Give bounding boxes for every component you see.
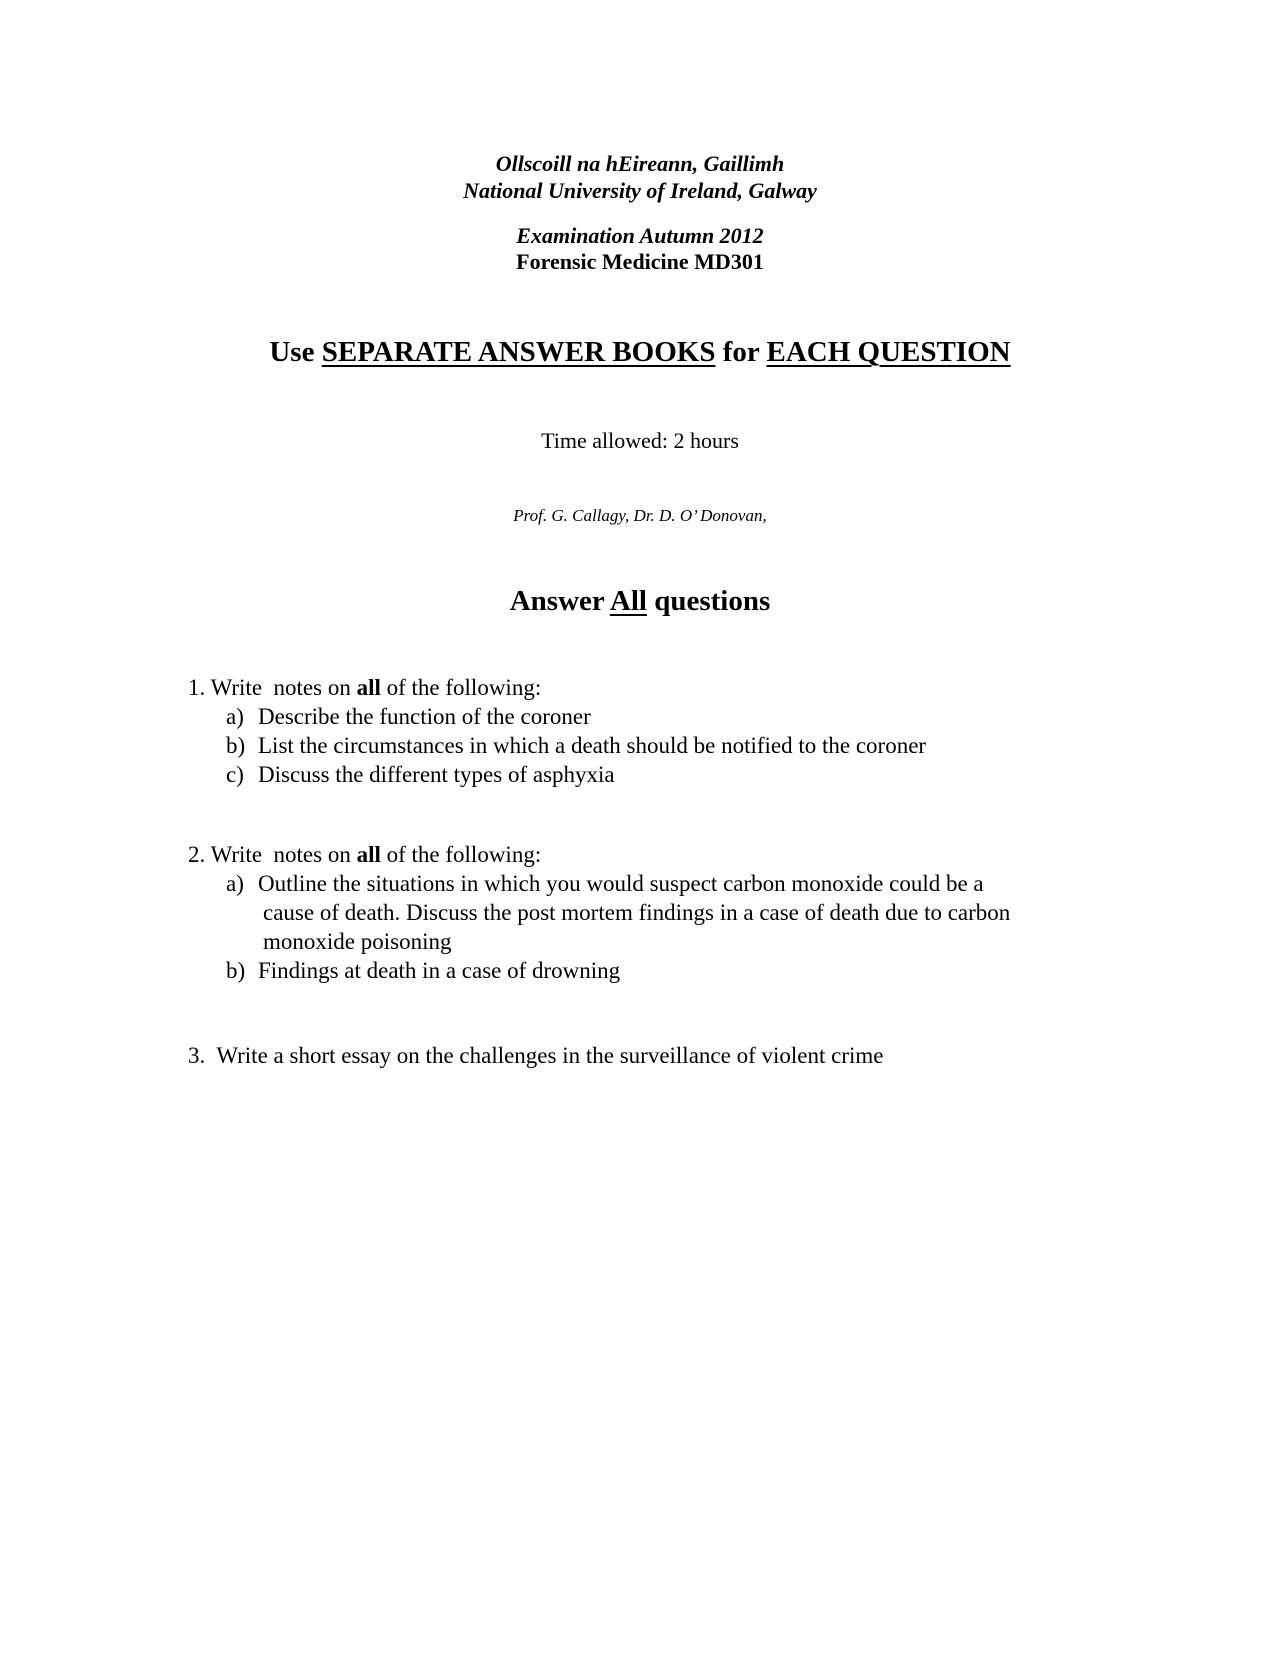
part-text: Findings at death in a case of drowning [258,958,621,983]
answer-books-instruction [0,335,1280,369]
instruction-each-question: EACH QUESTION [766,336,1011,368]
question-text: Write a short essay on the challenges in the surveillance of violent crime [216,1043,884,1068]
instruction-for: for [722,336,760,368]
part-text-line-1: Outline the situations in which you would suspect carbon monoxide could be a [258,871,984,896]
part-letter: c) [226,762,244,787]
part-letter: a) [226,871,244,896]
question-2-part-a-line-3: monoxide poisoning [263,929,452,954]
questions-word: questions [654,585,771,617]
question-1-part-a [226,702,591,731]
part-letter: a) [226,704,244,729]
instruction-use: Use [269,336,315,368]
course-title: Forensic Medicine MD301 [516,249,764,274]
question-2-part-b [226,956,620,985]
part-text: Describe the function of the coroner [258,704,591,729]
time-allowed: Time allowed: 2 hours [541,428,739,453]
all-word: All [609,585,647,617]
question-number: 3. [188,1043,206,1068]
question-lead-post: of the following: [386,675,542,700]
examiners: Prof. G. Callagy, Dr. D. O’ Donovan, [513,506,767,525]
question-1-part-b [226,731,926,760]
part-letter: b) [226,733,246,758]
question-1 [188,673,541,702]
exam-session: Examination Autumn 2012 [516,223,764,248]
question-lead-bold: all [356,842,381,867]
question-3 [188,1041,883,1070]
answer-word: Answer [509,585,605,617]
question-number: 2. [188,842,206,867]
instruction-separate-answer-books: SEPARATE ANSWER BOOKS [321,336,716,368]
part-text: List the circumstances in which a death should be notified to the coroner [258,733,927,758]
question-lead: Write notes on [210,842,351,867]
question-number: 1. [188,675,206,700]
question-2-part-a [226,869,984,898]
question-lead: Write notes on [210,675,351,700]
question-lead-post: of the following: [386,842,542,867]
answer-all-heading [0,584,1280,618]
university-english-name: National University of Ireland, Galway [463,178,817,203]
part-text: Discuss the different types of asphyxia [258,762,615,787]
question-1-part-c [226,760,615,789]
question-2-part-a-line-2: cause of death. Discuss the post mortem findings in a case of death due to carbon [263,900,1011,925]
part-letter: b) [226,958,246,983]
question-2 [188,840,541,869]
university-irish-name: Ollscoill na hEireann, Gaillimh [495,151,785,176]
question-lead-bold: all [356,675,381,700]
